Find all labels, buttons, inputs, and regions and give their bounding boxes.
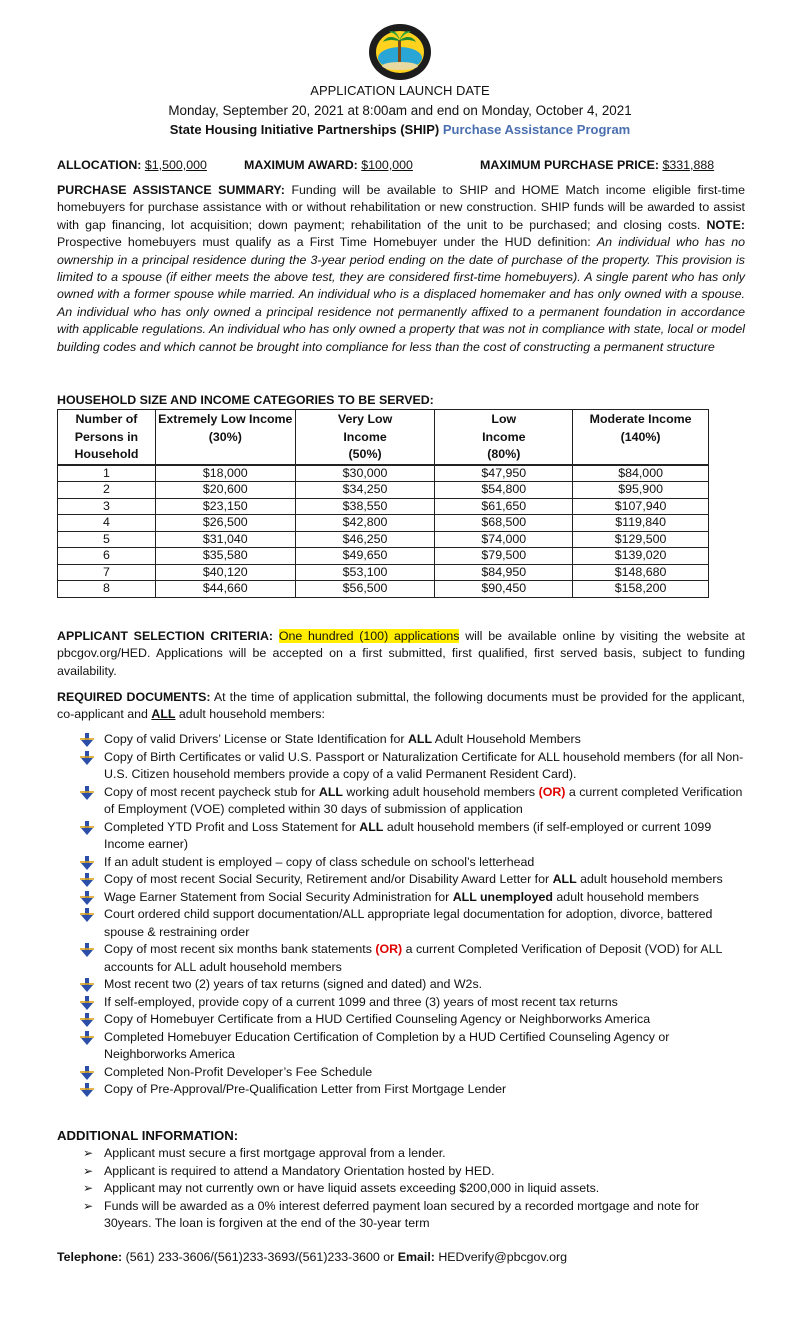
chevron-bullet-icon: ➢	[83, 1198, 94, 1213]
income-cell: $34,250	[295, 482, 435, 499]
income-col-header-3: Low Income (80%)	[435, 410, 573, 465]
required-doc-item: Wage Earner Statement from Social Security Administration for ALL unemployed adult household members	[80, 889, 745, 907]
arrow-bullet-icon	[80, 943, 94, 957]
income-table-row	[58, 515, 709, 532]
required-doc-item: Copy of most recent Social Security, Retirement and/or Disability Award Letter for ALL adult household members	[80, 871, 745, 889]
income-table-row	[58, 531, 709, 548]
income-cell: $38,550	[295, 498, 435, 515]
required-doc-item: Completed Non-Profit Developer’s Fee Schedule	[80, 1064, 745, 1082]
income-cell: $61,650	[435, 498, 573, 515]
required-docs-intro: REQUIRED DOCUMENTS: At the time of application submittal, the following documents must be provided for the applicant, co-applicant and ALL adult household members:	[57, 690, 745, 722]
program-name: State Housing Initiative Partnerships (SHIP)	[169, 122, 440, 137]
income-cell: $44,660	[155, 581, 295, 598]
additional-info-list	[80, 1145, 745, 1233]
required-doc-item: If self-employed, provide copy of a current 1099 and three (3) years of most recent tax returns	[80, 994, 745, 1012]
income-cell: $119,840	[573, 515, 709, 532]
required-doc-item: Completed YTD Profit and Loss Statement for ALL adult household members (if self-employed or current 1099 Income earner)	[80, 819, 745, 854]
arrow-bullet-icon	[80, 856, 94, 870]
income-cell: 6	[58, 548, 156, 565]
launch-dates: Monday, September 20, 2021 at 8:00am and end on Monday, October 4, 2021	[168, 103, 632, 118]
arrow-bullet-icon	[80, 908, 94, 922]
arrow-bullet-icon	[80, 733, 94, 747]
income-table-heading: HOUSEHOLD SIZE AND INCOME CATEGORIES TO BE SERVED:	[57, 393, 434, 407]
income-cell: 1	[58, 465, 156, 482]
income-cell: $46,250	[295, 531, 435, 548]
arrow-bullet-icon	[80, 1013, 94, 1027]
income-cell: $107,940	[573, 498, 709, 515]
arrow-bullet-icon	[80, 821, 94, 835]
applications-highlight: One hundred (100) applications	[278, 629, 460, 643]
max-price-value: $331,888	[662, 158, 715, 172]
required-docs-list	[80, 731, 745, 1099]
income-col-header-4: Moderate Income (140%)	[573, 410, 709, 465]
income-cell: $129,500	[573, 531, 709, 548]
income-cell: $68,500	[435, 515, 573, 532]
required-doc-item: Copy of most recent six months bank statements (OR) a current Completed Verification of Deposit (VOD) for ALL accounts for ALL adult household members	[80, 941, 745, 976]
income-cell: $148,680	[573, 564, 709, 581]
income-cell: 3	[58, 498, 156, 515]
income-col-header-0: Number of Persons in Household	[58, 410, 156, 465]
income-table-row	[58, 465, 709, 482]
max-purchase-price: MAXIMUM PURCHASE PRICE: $331,888	[480, 158, 715, 172]
income-cell: 2	[58, 482, 156, 499]
chevron-bullet-icon: ➢	[83, 1146, 94, 1160]
income-table-row	[58, 548, 709, 565]
income-cell: $74,000	[435, 531, 573, 548]
income-col-header-1: Extremely Low Income (30%)	[155, 410, 295, 465]
income-cell: $84,000	[573, 465, 709, 482]
required-doc-item: Copy of Pre-Approval/Pre-Qualification Letter from First Mortgage Lender	[80, 1081, 745, 1099]
required-doc-item: Copy of valid Drivers’ License or State Identification for ALL Adult Household Members	[80, 731, 745, 749]
telephone-numbers: (561) 233-3606/(561)233-3693/(561)233-3600 or	[122, 1250, 398, 1264]
income-cell: 7	[58, 564, 156, 581]
additional-info-item: ➢ Applicant is required to attend a Mandatory Orientation hosted by HED.	[80, 1163, 745, 1181]
arrow-bullet-icon	[80, 1083, 94, 1097]
income-table	[57, 409, 709, 598]
income-cell: $53,100	[295, 564, 435, 581]
arrow-bullet-icon	[80, 1031, 94, 1045]
required-doc-item: Copy of Homebuyer Certificate from a HUD Certified Counseling Agency or Neighborworks America	[80, 1011, 745, 1029]
selection-criteria: APPLICANT SELECTION CRITERIA: One hundred (100) applications will be available online by visiting the website at pbcgov.org/HED. Applications will be accepted on a first submitted, first qualified, first served basis, subject to funding availability.	[57, 629, 745, 678]
income-table-row	[58, 482, 709, 499]
income-cell: $30,000	[295, 465, 435, 482]
income-cell: $90,450	[435, 581, 573, 598]
income-cell: $139,020	[573, 548, 709, 565]
program-type: Purchase Assistance Program	[442, 122, 631, 137]
contact-line: Telephone: (561) 233-3606/(561)233-3693/(561)233-3600 or Email: HEDverify@pbcgov.org	[57, 1250, 568, 1264]
max-award-value: $100,000	[361, 158, 413, 172]
income-cell: $84,950	[435, 564, 573, 581]
arrow-bullet-icon	[80, 891, 94, 905]
income-cell: $49,650	[295, 548, 435, 565]
income-cell: $18,000	[155, 465, 295, 482]
allocation-value: $1,500,000	[144, 158, 207, 172]
chevron-bullet-icon: ➢	[83, 1181, 94, 1195]
income-cell: $35,580	[155, 548, 295, 565]
allocation: ALLOCATION: $1,500,000	[57, 158, 207, 172]
income-table-body	[58, 465, 709, 598]
required-doc-item: Completed Homebuyer Education Certification of Completion by a HUD Certified Counseling Agency or Neighborworks America	[80, 1029, 745, 1064]
required-doc-item: Copy of Birth Certificates or valid U.S. Passport or Naturalization Certificate for ALL household members (for all Non-U.S. Citizen household members provide a copy of a valid Permanent Resident Card).	[80, 749, 745, 784]
purchase-summary: PURCHASE ASSISTANCE SUMMARY: Funding will be available to SHIP and HOME Match income eligible first-time homebuyers for purchase assistance with or without rehabilitation or new construction. SHIP funds will be awarded to assist with gap financing, lot acquisition; down payment; rehabilitation of the unit to be purchased; and closing costs. NOTE: Prospective homebuyers must qualify as a First Time Homebuyer under the HUD definition: An individual who has no ownership in a principal residence during the 3-year period ending on the date of purchase of the property. This provision is limited to a spouse (if either meets the above test, they are considered first-time homebuyers). A single parent who has only owned with a former spouse while married. An individual who is a displaced homemaker and has only owned with a spouse. An individual who has only owned a principal residence not permanently affixed to a permanent foundation in accordance with applicable regulations. An individual who has only owned a property that was not in compliance with state, local or model building codes and which cannot be brought into compliance for less than the cost of constructing a permanent structure	[57, 183, 745, 354]
arrow-bullet-icon	[80, 978, 94, 992]
income-cell: $26,500	[155, 515, 295, 532]
required-doc-item: Most recent two (2) years of tax returns (signed and dated) and W2s.	[80, 976, 745, 994]
arrow-bullet-icon	[80, 1066, 94, 1080]
income-cell: $47,950	[435, 465, 573, 482]
income-col-header-2: Very Low Income (50%)	[295, 410, 435, 465]
additional-info-item: ➢ Funds will be awarded as a 0% interest deferred payment loan secured by a recorded mortgage and note for 30years. The loan is forgiven at the end of the 30-year term	[83, 1198, 700, 1230]
income-cell: $31,040	[155, 531, 295, 548]
chevron-bullet-icon: ➢	[83, 1163, 94, 1178]
additional-info-heading: ADDITIONAL INFORMATION:	[57, 1128, 239, 1143]
program-title	[0, 120, 800, 139]
income-cell: $40,120	[155, 564, 295, 581]
income-cell: $23,150	[155, 498, 295, 515]
income-table-row	[58, 581, 709, 598]
arrow-bullet-icon	[80, 996, 94, 1010]
required-doc-item: Court ordered child support documentation/ALL appropriate legal documentation for adoption, divorce, battered spouse & restraining order	[80, 906, 745, 941]
income-table-header	[58, 410, 709, 465]
arrow-bullet-icon	[80, 786, 94, 800]
income-cell: $56,500	[295, 581, 435, 598]
income-cell: $158,200	[573, 581, 709, 598]
income-cell: 8	[58, 581, 156, 598]
email-address: HEDverify@pbcgov.org	[434, 1250, 568, 1264]
income-cell: $95,900	[573, 482, 709, 499]
additional-info-item: ➢ Applicant must secure a first mortgage approval from a lender.	[80, 1145, 745, 1163]
launch-title: APPLICATION LAUNCH DATE	[310, 83, 490, 98]
income-cell: $20,600	[155, 482, 295, 499]
income-cell: $54,800	[435, 482, 573, 499]
required-doc-item: If an adult student is employed – copy of class schedule on school’s letterhead	[80, 854, 745, 872]
income-cell: $79,500	[435, 548, 573, 565]
max-award: MAXIMUM AWARD: $100,000	[244, 158, 413, 172]
income-table-row	[58, 498, 709, 515]
income-cell: 4	[58, 515, 156, 532]
ftb-definition: An individual who has no ownership in a principal residence during the 3-year period ending on the date of purchase of the property. This provision is limited to a spouse (if either meets the above test, they are considered first-time homebuyers). A single parent who has only owned with a former spouse while married. An individual who is a displaced homemaker and has only owned with a spouse. An individual who has only owned a principal residence not permanently affixed to a permanent foundation in accordance with applicable regulations. An individual who has only owned a property that was not in compliance with state, local or model building codes and which cannot be brought into compliance for less than the cost of constructing a permanent structure	[57, 235, 745, 354]
income-cell: 5	[58, 531, 156, 548]
arrow-bullet-icon	[80, 751, 94, 765]
county-seal-logo	[367, 22, 433, 82]
required-doc-item: Copy of most recent paycheck stub for ALL working adult household members (OR) a current completed Verification of Employment (VOE) completed within 30 days of submission of application	[80, 784, 745, 819]
income-table-row	[58, 564, 709, 581]
arrow-bullet-icon	[80, 873, 94, 887]
additional-info-item: ➢ Applicant may not currently own or have liquid assets exceeding $200,000 in liquid assets.	[80, 1180, 745, 1198]
income-cell: $42,800	[295, 515, 435, 532]
